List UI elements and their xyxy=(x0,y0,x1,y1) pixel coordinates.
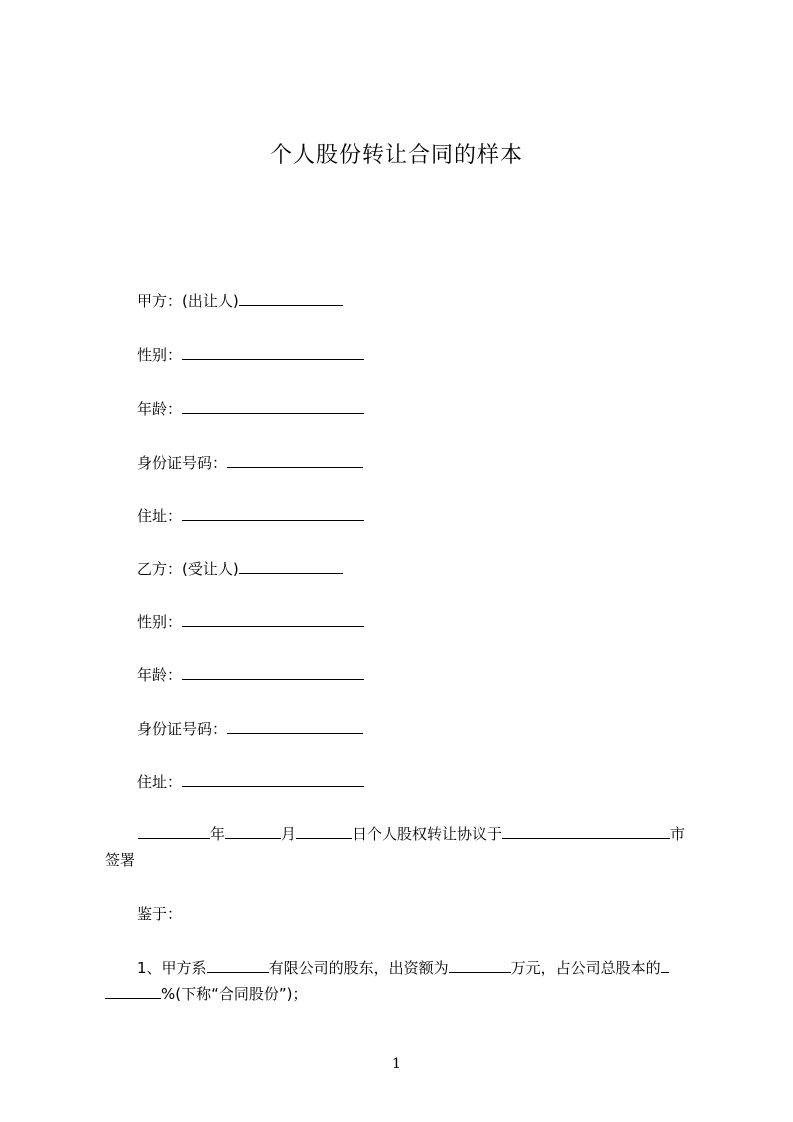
party-b-id-blank xyxy=(227,718,363,734)
party-a-gender-label: 性别： xyxy=(137,346,183,364)
party-a-age-label: 年龄： xyxy=(137,400,183,418)
clause-1-part-2: 有限公司的股东，出资额为 xyxy=(268,959,449,977)
signing-city-text: 市 xyxy=(670,825,686,843)
party-a-address-label: 住址： xyxy=(137,507,183,525)
party-b-gender-blank xyxy=(182,611,364,627)
party-a-address-line xyxy=(137,505,364,527)
party-b-age-line xyxy=(137,664,364,686)
party-a-name-blank xyxy=(239,290,343,306)
whereas-line xyxy=(137,903,182,925)
clause-1-number: 1、 xyxy=(137,959,162,977)
signing-city-blank xyxy=(502,823,670,839)
party-b-address-line xyxy=(137,771,364,793)
document-title: 个人股份转让合同的样本 xyxy=(269,143,523,168)
party-b-address-label: 住址： xyxy=(137,773,183,791)
party-b-age-blank xyxy=(182,664,364,680)
party-b-id-line xyxy=(137,718,363,740)
party-b-label: 乙方：(受让人) xyxy=(137,560,239,578)
signing-month-text: 月 xyxy=(281,825,297,843)
signing-line xyxy=(138,823,685,845)
party-b-age-label: 年龄： xyxy=(137,666,183,684)
whereas-label: 鉴于： xyxy=(137,905,183,923)
signing-day-text: 日个人股权转让协议于 xyxy=(352,825,503,843)
clause-1-company-blank xyxy=(207,957,269,973)
party-a-id-line xyxy=(137,452,363,474)
party-a-label: 甲方：(出让人) xyxy=(137,292,239,310)
party-a-age-blank xyxy=(182,398,364,414)
signed-text: 签署 xyxy=(105,851,136,869)
party-b-address-blank xyxy=(182,771,364,787)
party-a-address-blank xyxy=(182,505,364,521)
party-a-id-label: 身份证号码： xyxy=(137,454,228,472)
party-b-gender-line xyxy=(137,611,364,633)
party-b-id-label: 身份证号码： xyxy=(137,720,228,738)
signing-month-blank xyxy=(225,823,281,839)
party-b-name-blank xyxy=(239,558,343,574)
clause-1-percent-blank xyxy=(105,983,161,999)
clause-1-line-2 xyxy=(105,983,308,1005)
party-a-age-line xyxy=(137,398,364,420)
party-a-gender-line xyxy=(137,344,364,366)
party-b-line xyxy=(137,558,343,580)
signing-year-blank xyxy=(138,823,210,839)
signed-line xyxy=(105,849,135,871)
party-a-gender-blank xyxy=(182,344,364,360)
party-b-gender-label: 性别： xyxy=(137,613,183,631)
clause-1-part-4: %(下称“合同股份”)； xyxy=(161,985,308,1003)
signing-day-blank xyxy=(296,823,352,839)
party-a-line xyxy=(137,290,343,312)
clause-1-percent-blank-start xyxy=(661,957,669,973)
clause-1-part-3: 万元，占公司总股本的 xyxy=(510,959,661,977)
party-a-id-blank xyxy=(227,452,363,468)
clause-1-part-1: 甲方系 xyxy=(161,959,207,977)
page-number: 1 xyxy=(392,1056,401,1072)
signing-year-text: 年 xyxy=(210,825,226,843)
clause-1-line-1 xyxy=(137,957,669,979)
clause-1-amount-blank xyxy=(449,957,511,973)
